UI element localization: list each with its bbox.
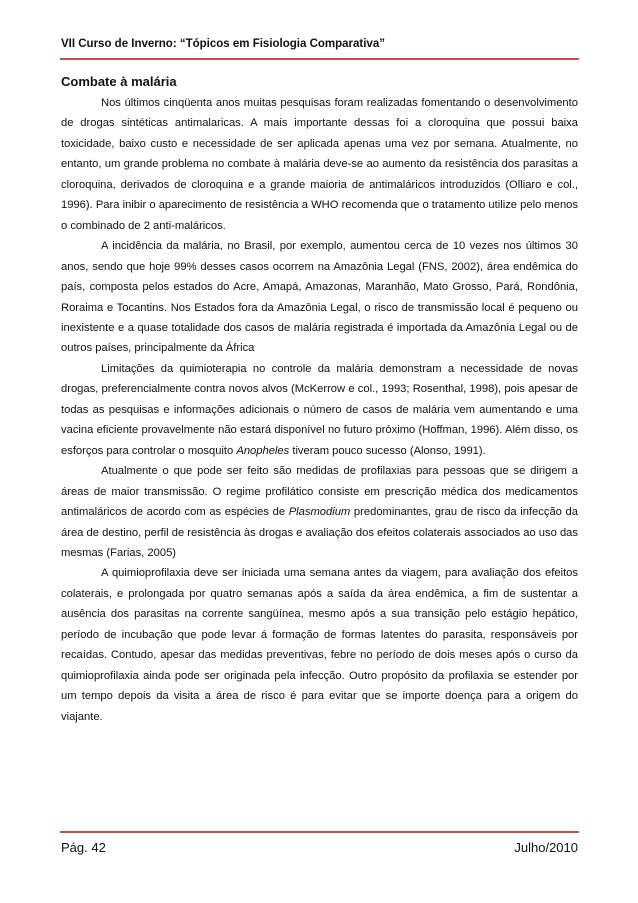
document-body (61, 93, 578, 727)
paragraph-3 (61, 359, 578, 461)
paragraph-3-italic-term: Anopheles (236, 444, 290, 457)
footer-date: Julho/2010 (514, 840, 578, 855)
section-title: Combate à malária (61, 74, 177, 89)
page-number: Pág. 42 (61, 840, 106, 855)
paragraph-3-text-b: tiveram pouco sucesso (Alonso, 1991). (289, 444, 486, 457)
footer-divider (60, 831, 579, 833)
paragraph-4-italic-term: Plasmodium (288, 506, 351, 519)
paragraph-4-text-a: Atualmente o que pode ser feito são medidas de profilaxias para pessoas que se dirigem a áreas de maior transmissão. O regime profilático consiste em prescrição médica dos medicamentos antimaláricos de acordo com as espécies de (61, 465, 578, 519)
paragraph-4-text-b: predominantes, grau de risco da infecção da área de destino, perfil de resistência às drogas e avaliação dos efeitos colaterais associados ao uso das mesmas (Farias, 2005) (61, 506, 578, 559)
paragraph-5: A quimioprofilaxia deve ser iniciada uma semana antes da viagem, para avaliação dos efeitos colaterais, e prolongada por quatro semanas após a saída da área endêmica, a fim de sustentar a ausência dos parasitas na corrente sangüínea, mesmo após a sua transição pelo estágio hepático, período de incubação que pode levar á formação de formas latentes do parasita, responsáveis por recaídas. Contudo, apesar das medidas preventivas, febre no período de dois meses após o curso da quimioprofilaxia ainda pode ser originada pela infecção. Outro propósito da profilaxia se estender por um tempo depois da visita a área de risco é para evitar que se importe doença para a origem do viajante. (61, 567, 578, 723)
paragraph-2: A incidência da malária, no Brasil, por exemplo, aumentou cerca de 10 vezes nos últimos 30 anos, sendo que hoje 99% desses casos ocorrem na Amazônia Legal (FNS, 2002), área endêmica do país, composta pelos estados do Acre, Amapá, Amazonas, Maranhão, Mato Grosso, Pará, Rondônia, Roraima e Tocantins. Nos Estados fora da Amazônia Legal, o risco de transmissão local é pequeno ou inexistente e a quase totalidade dos casos de malária registrada é importada da Amazônia Legal ou de outros países, principalmente da África (61, 240, 578, 355)
header-divider (60, 58, 579, 60)
paragraph-3-text-a: Limitações da quimioterapia no controle da malária demonstram a necessidade de novas drogas, preferencialmente contra novos alvos (McKerrow e col., 1993; Rosenthal, 1998), pois apesar de todas as pesquisas e informações adicionais o número de casos de malária vem aumentando e uma vacina eficiente provavelmente não estará disponível no futuro próximo (Hoffman, 1996). Além disso, os esforços para controlar o mosquito (61, 362, 578, 457)
page-header-title: VII Curso de Inverno: “Tópicos em Fisiologia Comparativa” (61, 38, 385, 50)
paragraph-1: Nos últimos cinqüenta anos muitas pesquisas foram realizadas fomentando o desenvolvimento de drogas sintéticas antimalaricas. A mais importante dessas foi a cloroquina que possui baixa toxicidade, baixo custo e necessidade de ser aplicada apenas uma vez por semana. Atualmente, no entanto, um grande problema no combate à malária deve-se ao aumento da resistência dos parasitas a cloroquina, derivados de cloroquina e a grande maioria de antimaláricos introduzidos (Olliaro e col., 1996). Para inibir o aparecimento de resistência a WHO recomenda que o tratamento utilize pelo menos o combinado de 2 anti-maláricos. (61, 97, 578, 232)
paragraph-4 (61, 461, 578, 563)
